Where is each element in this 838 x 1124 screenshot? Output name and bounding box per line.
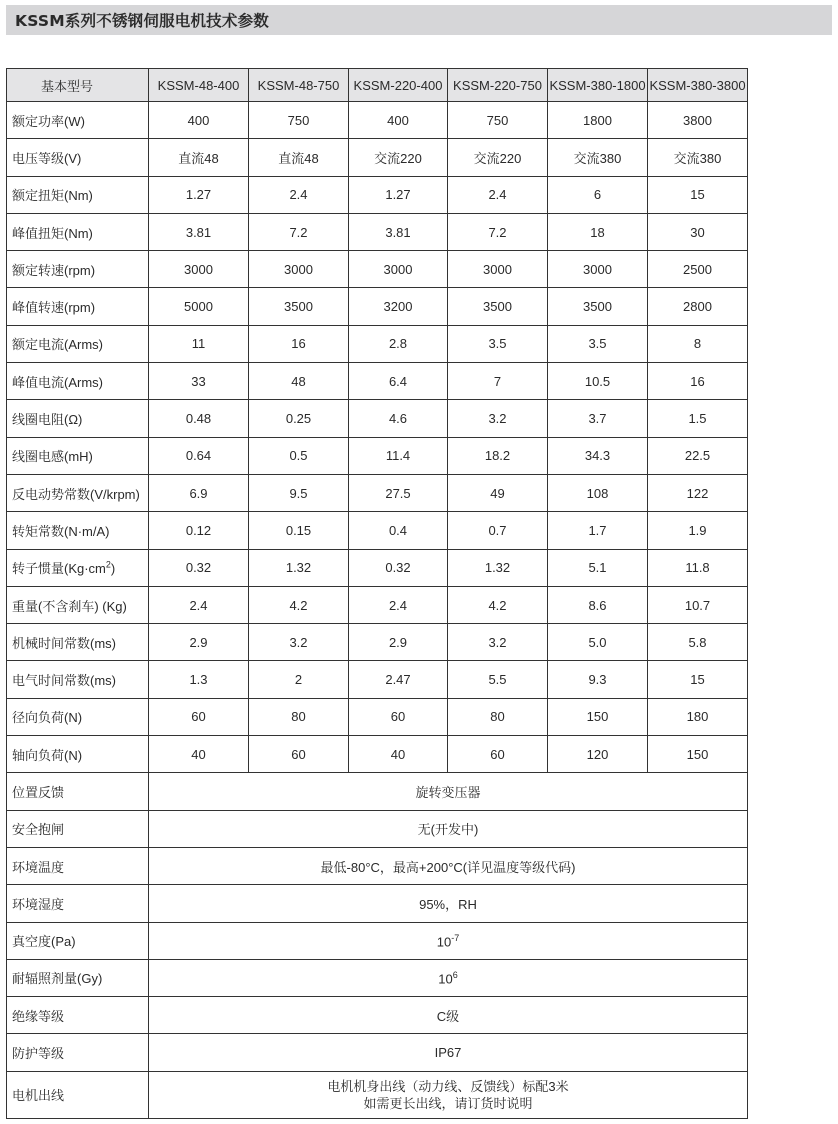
cell-value: 3.2 [448, 624, 548, 661]
value-exponent: 6 [452, 969, 458, 980]
merged-row-protection [7, 1034, 748, 1071]
table-row [7, 624, 748, 661]
spec-body [7, 102, 748, 1119]
cell-value: 180 [648, 698, 748, 735]
row-label: 环境湿度 [7, 885, 149, 922]
row-value [149, 959, 748, 996]
header-label: 基本型号 [7, 69, 149, 102]
table-row [7, 661, 748, 698]
cell-value: 1.5 [648, 400, 748, 437]
cell-value: 27.5 [349, 474, 448, 511]
row-value [149, 922, 748, 959]
table-row [7, 400, 748, 437]
row-label: 电压等级(V) [7, 139, 149, 176]
cell-value: 0.25 [249, 400, 349, 437]
row-label: 线圈电阻(Ω) [7, 400, 149, 437]
row-value: C级 [149, 997, 748, 1034]
cell-value: 2 [249, 661, 349, 698]
row-label: 额定转速(rpm) [7, 251, 149, 288]
cell-value: 122 [648, 474, 748, 511]
row-value: IP67 [149, 1034, 748, 1071]
cell-value: 80 [249, 698, 349, 735]
row-label: 机械时间常数(ms) [7, 624, 149, 661]
cell-value: 7.2 [249, 213, 349, 250]
cell-value: 8 [648, 325, 748, 362]
table-row [7, 698, 748, 735]
cell-value: 直流48 [249, 139, 349, 176]
value-base: 10 [438, 971, 453, 987]
cell-value: 40 [349, 736, 448, 773]
cell-value: 1800 [548, 102, 648, 139]
row-label: 峰值转速(rpm) [7, 288, 149, 325]
cell-value: 6 [548, 176, 648, 213]
table-row [7, 325, 748, 362]
row-value: 最低-80°C，最高+200°C(详见温度等级代码) [149, 847, 748, 884]
merged-row-humidity [7, 885, 748, 922]
cell-value: 40 [149, 736, 249, 773]
cell-value: 48 [249, 363, 349, 400]
cell-value: 2800 [648, 288, 748, 325]
page-title: KSSM系列不锈钢伺服电机技术参数 [15, 12, 269, 30]
row-label: 额定电流(Arms) [7, 325, 149, 362]
cell-value: 1.27 [349, 176, 448, 213]
model-header: KSSM-380-1800 [548, 69, 648, 102]
cell-value: 4.2 [448, 586, 548, 623]
cell-value: 0.4 [349, 512, 448, 549]
cell-value: 16 [249, 325, 349, 362]
cell-value: 4.2 [249, 586, 349, 623]
model-header: KSSM-48-400 [149, 69, 249, 102]
cell-value: 2.4 [149, 586, 249, 623]
spec-table [6, 68, 748, 1119]
model-header: KSSM-380-3800 [648, 69, 748, 102]
cell-value: 1.3 [149, 661, 249, 698]
cell-value: 0.12 [149, 512, 249, 549]
model-header: KSSM-220-400 [349, 69, 448, 102]
label-base: 转子惯量(Kg·cm [12, 561, 106, 577]
cell-value: 3.7 [548, 400, 648, 437]
row-label: 防护等级 [7, 1034, 149, 1071]
cell-value: 5000 [149, 288, 249, 325]
table-row [7, 736, 748, 773]
table-row [7, 176, 748, 213]
cell-value: 15 [648, 176, 748, 213]
table-row [7, 251, 748, 288]
row-value: 旋转变压器 [149, 773, 748, 810]
cell-value: 3.2 [448, 400, 548, 437]
merged-row-insulation [7, 997, 748, 1034]
cell-value: 3000 [548, 251, 648, 288]
cell-value: 3.2 [249, 624, 349, 661]
cell-value: 80 [448, 698, 548, 735]
cell-value: 0.15 [249, 512, 349, 549]
table-row [7, 512, 748, 549]
row-label: 位置反馈 [7, 773, 149, 810]
row-value [149, 1071, 748, 1118]
cell-value: 5.1 [548, 549, 648, 586]
label-end: ) [110, 561, 116, 577]
cell-value: 2.4 [448, 176, 548, 213]
cell-value: 150 [548, 698, 648, 735]
cell-value: 3.5 [448, 325, 548, 362]
cell-value: 2500 [648, 251, 748, 288]
row-label: 安全抱闸 [7, 810, 149, 847]
cell-value: 150 [648, 736, 748, 773]
row-label: 线圈电感(mH) [7, 437, 149, 474]
cell-value: 3500 [448, 288, 548, 325]
cell-value: 750 [249, 102, 349, 139]
table-row [7, 102, 748, 139]
table-row [7, 139, 748, 176]
table-row [7, 437, 748, 474]
row-label: 重量(不含刹车) (Kg) [7, 586, 149, 623]
merged-row-radiation [7, 959, 748, 996]
row-label: 耐辐照剂量(Gy) [7, 959, 149, 996]
cell-value: 18 [548, 213, 648, 250]
cell-value: 4.6 [349, 400, 448, 437]
row-value: 无(开发中) [149, 810, 748, 847]
cell-value: 9.3 [548, 661, 648, 698]
table-row [7, 213, 748, 250]
cell-value: 3.5 [548, 325, 648, 362]
cell-value: 11 [149, 325, 249, 362]
cell-value: 2.9 [349, 624, 448, 661]
cell-value: 3000 [149, 251, 249, 288]
cell-value: 1.32 [448, 549, 548, 586]
cell-value: 2.4 [249, 176, 349, 213]
cell-value: 10.5 [548, 363, 648, 400]
cell-value: 3.81 [349, 213, 448, 250]
cell-value: 3000 [448, 251, 548, 288]
value-exponent: -7 [451, 932, 460, 943]
row-label: 峰值电流(Arms) [7, 363, 149, 400]
cell-value: 30 [648, 213, 748, 250]
table-row [7, 474, 748, 511]
row-label: 真空度(Pa) [7, 922, 149, 959]
cell-value: 5.8 [648, 624, 748, 661]
title-bar [6, 5, 832, 35]
cell-value: 0.48 [149, 400, 249, 437]
value-base: 10 [436, 933, 452, 949]
header-row [7, 69, 748, 102]
cell-value: 3500 [249, 288, 349, 325]
cell-value: 2.8 [349, 325, 448, 362]
row-label: 环境温度 [7, 847, 149, 884]
row-label: 峰值扭矩(Nm) [7, 213, 149, 250]
cell-value: 6.4 [349, 363, 448, 400]
row-label: 径向负荷(N) [7, 698, 149, 735]
cell-value: 交流380 [548, 139, 648, 176]
cell-value: 0.64 [149, 437, 249, 474]
cell-value: 1.9 [648, 512, 748, 549]
cell-value: 3000 [349, 251, 448, 288]
cell-value: 3500 [548, 288, 648, 325]
model-header: KSSM-48-750 [249, 69, 349, 102]
row-label: 额定扭矩(Nm) [7, 176, 149, 213]
row-label: 轴向负荷(N) [7, 736, 149, 773]
cell-value: 34.3 [548, 437, 648, 474]
merged-row-vacuum [7, 922, 748, 959]
cell-value: 18.2 [448, 437, 548, 474]
cell-value: 0.32 [149, 549, 249, 586]
cell-value: 750 [448, 102, 548, 139]
merged-row-feedback [7, 773, 748, 810]
cell-value: 7 [448, 363, 548, 400]
row-label: 电机出线 [7, 1071, 149, 1118]
cell-value: 15 [648, 661, 748, 698]
table-row [7, 549, 748, 586]
table-row [7, 288, 748, 325]
cell-value: 10.7 [648, 586, 748, 623]
cell-value: 交流220 [448, 139, 548, 176]
cell-value: 2.47 [349, 661, 448, 698]
merged-row-brake [7, 810, 748, 847]
cell-value: 108 [548, 474, 648, 511]
merged-row-temperature [7, 847, 748, 884]
cell-value: 60 [349, 698, 448, 735]
cell-value: 22.5 [648, 437, 748, 474]
cell-value: 交流220 [349, 139, 448, 176]
row-label: 转矩常数(N·m/A) [7, 512, 149, 549]
row-value: 95%，RH [149, 885, 748, 922]
cell-value: 6.9 [149, 474, 249, 511]
row-label: 额定功率(W) [7, 102, 149, 139]
cell-value: 1.7 [548, 512, 648, 549]
row-label: 反电动势常数(V/krpm) [7, 474, 149, 511]
cell-value: 7.2 [448, 213, 548, 250]
row-label [7, 549, 149, 586]
cell-value: 3800 [648, 102, 748, 139]
cell-value: 9.5 [249, 474, 349, 511]
cell-value: 8.6 [548, 586, 648, 623]
cell-value: 0.7 [448, 512, 548, 549]
cell-value: 60 [149, 698, 249, 735]
cable-line-2: 如需更长出线，请订货时说明 [363, 1095, 533, 1111]
cell-value: 5.0 [548, 624, 648, 661]
table-row [7, 586, 748, 623]
cell-value: 1.27 [149, 176, 249, 213]
cell-value: 3200 [349, 288, 448, 325]
table-row [7, 363, 748, 400]
cell-value: 0.32 [349, 549, 448, 586]
cell-value: 5.5 [448, 661, 548, 698]
row-label: 电气时间常数(ms) [7, 661, 149, 698]
cell-value: 60 [249, 736, 349, 773]
cell-value: 11.4 [349, 437, 448, 474]
cell-value: 49 [448, 474, 548, 511]
cell-value: 交流380 [648, 139, 748, 176]
cell-value: 3000 [249, 251, 349, 288]
cell-value: 2.9 [149, 624, 249, 661]
cell-value: 60 [448, 736, 548, 773]
cell-value: 16 [648, 363, 748, 400]
merged-row-cable [7, 1071, 748, 1118]
cable-line-1: 电机机身出线（动力线、反馈线）标配3米 [327, 1078, 569, 1094]
cell-value: 直流48 [149, 139, 249, 176]
label-exponent: 2 [105, 559, 111, 570]
cell-value: 3.81 [149, 213, 249, 250]
row-label: 绝缘等级 [7, 997, 149, 1034]
cell-value: 0.5 [249, 437, 349, 474]
cell-value: 11.8 [648, 549, 748, 586]
cell-value: 400 [149, 102, 249, 139]
cell-value: 33 [149, 363, 249, 400]
cell-value: 120 [548, 736, 648, 773]
cell-value: 1.32 [249, 549, 349, 586]
cell-value: 400 [349, 102, 448, 139]
model-header: KSSM-220-750 [448, 69, 548, 102]
cell-value: 2.4 [349, 586, 448, 623]
